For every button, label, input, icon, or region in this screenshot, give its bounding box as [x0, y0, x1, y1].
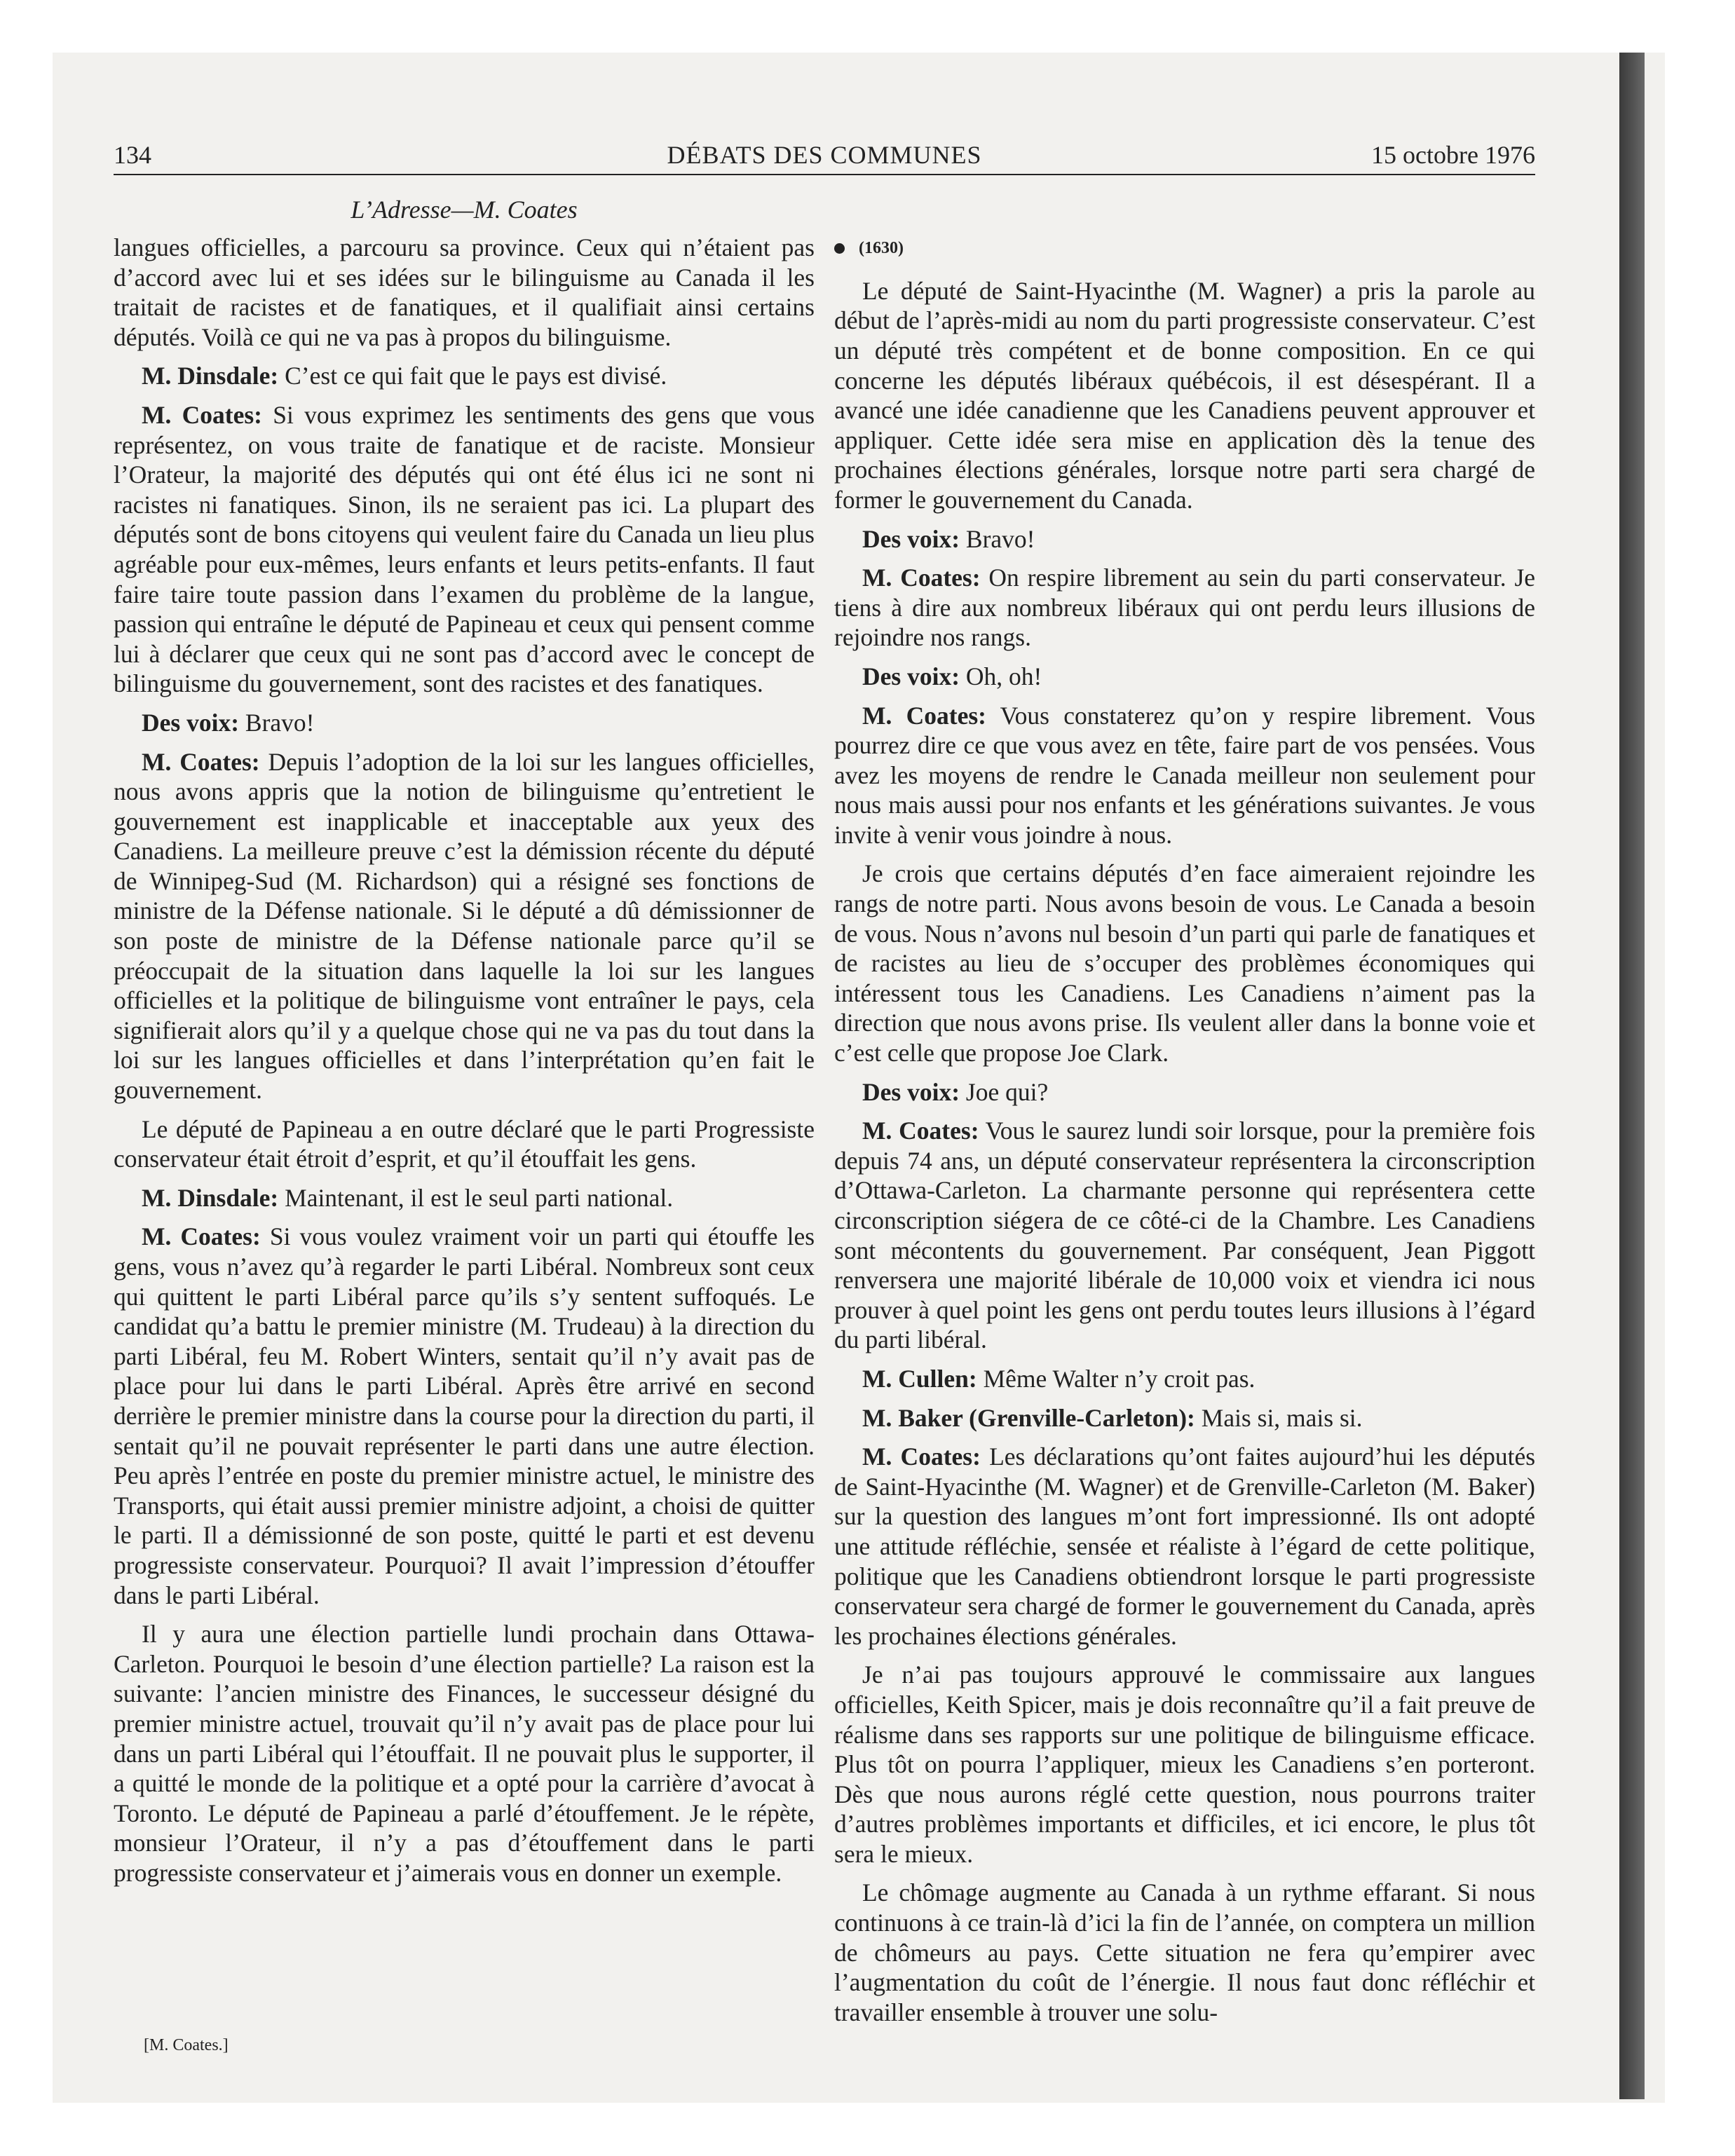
paragraph [834, 1442, 1535, 1651]
paragraph-text: Bravo! [965, 524, 1035, 553]
paragraph-text: Le député de Papineau a en outre déclaré que le parti Progressiste conservateur était étroit d’esprit, et qu’il étouffait les gens. [114, 1114, 815, 1173]
paragraph-text: langues officielles, a parcouru sa province. Ceux qui n’étaient pas d’accord avec lui et ses idées sur le bilinguisme au Canada il les traitait de racistes et de fanatiques, et il qualifiait ainsi certains députés. Voilà ce qui ne va pas à propos du bilinguisme. [114, 233, 815, 351]
paragraph-text: Maintenant, il est le seul parti national. [285, 1183, 674, 1212]
right-column [834, 233, 1535, 2036]
paragraph [834, 524, 1535, 554]
paragraph-text: Le député de Saint-Hyacinthe (M. Wagner) a pris la parole au début de l’après-midi au nom du parti progressiste conservateur. C’est un député très compétent et de bonne composition. En ce qui concerne les députés libéraux québécois, il est désespérant. Il a avancé une idée canadienne que les Canadiens peuvent approuver et appliquer. Cette idée sera mise en application dès la tenue des prochaines élections générales, lorsque notre parti sera chargé de former le gouvernement du Canada. [834, 276, 1535, 514]
paragraph-text: Le chômage augmente au Canada à un rythme effarant. Si nous continuons à ce train-là d’ici la fin de l’année, on comptera un million de chômeurs au pays. Cette situation ne fera qu’empirer avec l’augmentation du coût de l’énergie. Il nous faut donc réfléchir et travailler ensemble à trouver une solu- [834, 1878, 1535, 2026]
speaker-name: Des voix: [862, 1077, 960, 1106]
paragraph [834, 1660, 1535, 1869]
paragraph [834, 1364, 1535, 1394]
paragraph-text: Mais si, mais si. [1201, 1403, 1363, 1432]
footer-speaker-note: [M. Coates.] [144, 2036, 229, 2054]
page-header [114, 140, 1535, 175]
page-number: 134 [114, 141, 151, 169]
bullet-icon [834, 243, 845, 254]
paragraph-text: Même Walter n’y croit pas. [983, 1364, 1256, 1393]
paragraph [834, 563, 1535, 653]
paragraph [114, 1222, 815, 1610]
paragraph-text: Il y aura une élection partielle lundi prochain dans Ottawa-Carleton. Pourquoi le besoin d’une élection partielle? La raison est la suivante: l’ancien ministre des Finances, le successeur désigné du premier ministre actuel, trouvait qu’il n’y avait pas de place pour lui dans un parti Libéral qui l’étouffait. Il ne pouvait plus le supporter, il a quitté le monde de la politique et a opté pour la carrière d’avocat à Toronto. Le député de Papineau a parlé d’étouffement. Je le répète, monsieur l’Orateur, il n’y a pas d’étouffement dans le parti progressiste conservateur et j’aimerais vous en donner un exemple. [114, 1620, 815, 1887]
speaker-name: M. Coates: [862, 1117, 979, 1145]
paragraph-text: Joe qui? [965, 1077, 1049, 1106]
section-subheader: L’Adresse—M. Coates [351, 196, 578, 224]
paragraph-text: Depuis l’adoption de la loi sur les langues officielles, nous avons appris que la notion de bilinguisme qu’entretient le gouvernement est inapplicable et inacceptable aux yeux des Canadiens. La meilleure preuve c’est la démission récente du député de Winnipeg-Sud (M. Richardson) qui a résigné ses fonctions de ministre de la Défense nationale. Si le député a dû démissionner de son poste de ministre de la Défense nationale parce qu’il se préoccupait de la situation dans laquelle la loi sur les langues officielles et la politique de bilinguisme vont entraîner le pays, cela signifierait alors qu’il y a quelque chose qui ne va pas du tout dans la loi sur les langues officielles et dans l’interprétation qu’en fait le gouvernement. [114, 747, 815, 1105]
paragraph [834, 859, 1535, 1067]
paragraph-text: Bravo! [245, 708, 315, 737]
paragraph [834, 1116, 1535, 1355]
time-marker [834, 233, 1535, 264]
paragraph [114, 400, 815, 699]
scan-edge [1619, 53, 1645, 2099]
speaker-name: M. Coates: [862, 701, 986, 730]
paragraph-text: Si vous voulez vraiment voir un parti qui étouffe les gens, vous n’avez qu’à regarder le parti Libéral. Nombreux sont ceux qui quittent le parti Libéral parce qu’ils s’y sentent suffoqués. Le candidat qu’a battu le premier ministre (M. Trudeau) à la direction du parti Libéral, feu M. Robert Winters, sentait qu’il n’y avait pas de place pour lui dans le parti Libéral. Après être arrivé en second derrière le premier ministre dans la course pour la direction du parti, il sentait qu’il ne pouvait représenter le parti dans une autre élection. Peu après l’entrée en poste du premier ministre actuel, le ministre des Transports, qui était aussi premier ministre adjoint, a choisi de quitter le parti. Il a démissionné de son poste, quitté le parti et est devenu progressiste conservateur. Pourquoi? Il avait l’impression d’étouffer dans le parti Libéral. [114, 1222, 815, 1609]
paragraph [114, 1114, 815, 1174]
paragraph-text: Oh, oh! [965, 662, 1042, 690]
paragraph [114, 1619, 815, 1888]
paragraph-text: Je n’ai pas toujours approuvé le commissaire aux langues officielles, Keith Spicer, mais je dois reconnaître qu’il a fait preuve de réalisme dans ses rapports sur une politique de bilinguisme efficace. Plus tôt on pourra l’appliquer, mieux les Canadiens s’en porteront. Dès que nous aurons réglé cette question, nous pourrons traiter d’autres problèmes importants et difficiles, et ici encore, le plus tôt sera le mieux. [834, 1660, 1535, 1868]
paragraph [114, 233, 815, 352]
speaker-name: M. Cullen: [862, 1364, 977, 1393]
paragraph [834, 701, 1535, 850]
paragraph [834, 1077, 1535, 1107]
publication-title: DÉBATS DES COMMUNES [667, 141, 982, 169]
paragraph-text: On respire librement au sein du parti conservateur. Je tiens à dire aux nombreux libéraux qui ont perdu leurs illusions de rejoindre nos rangs. [834, 564, 1536, 652]
publication-date: 15 octobre 1976 [1371, 141, 1535, 169]
speaker-name: M. Coates: [862, 1442, 981, 1471]
paragraph [114, 747, 815, 1105]
speaker-name: M. Coates: [862, 564, 981, 592]
speaker-name: M. Coates: [142, 1222, 261, 1251]
speaker-name: M. Coates: [142, 747, 260, 776]
paragraph [834, 1403, 1535, 1433]
speaker-name: Des voix: [862, 524, 960, 553]
paragraph [114, 1183, 815, 1213]
paragraph-text: Vous le saurez lundi soir lorsque, pour la première fois depuis 74 ans, un député conservateur représentera la circonscription d’Ottawa-Carleton. La charmante personne qui représentera cette circonscription siégera de ce côté-ci de la Chambre. Les Canadiens sont mécontents du gouvernement. Par conséquent, Jean Piggott renversera une majorité libérale de 10,000 voix et viendra ici nous prouver à quel point les gens ont perdu toutes leurs illusions à l’égard du parti libéral. [834, 1117, 1536, 1354]
left-column [114, 233, 815, 1897]
speaker-name: M. Coates: [142, 400, 262, 429]
speaker-name: M. Dinsdale: [142, 362, 279, 390]
speaker-name: Des voix: [862, 662, 960, 690]
paragraph [834, 662, 1535, 692]
paragraph [114, 361, 815, 391]
paragraph [834, 276, 1535, 515]
paragraph-text: Les déclarations qu’ont faites aujourd’hui les députés de Saint-Hyacinthe (M. Wagner) et de Grenville-Carleton (M. Baker) sur la question des langues m’ont fort impressionné. Ils ont adopté une attitude réfléchie, sensée et réaliste à l’égard de cette politique, politique que les Canadiens obtiendront lorsque le parti progressiste conservateur sera chargé de former le gouvernement du Canada, après les prochaines élections générales. [834, 1442, 1536, 1650]
speaker-name: M. Dinsdale: [142, 1183, 279, 1212]
paragraph-text: Si vous exprimez les sentiments des gens que vous représentez, on vous traite de fanatique et de raciste. Monsieur l’Orateur, la majorité des députés qui ont été élus ici ne sont ni racistes ni fanatiques. Sinon, ils ne seraient pas ici. La plupart des députés sont de bons citoyens qui veulent faire du Canada un lieu plus agréable pour eux-mêmes, leurs enfants et leurs petits-enfants. Il faut faire taire toute passion dans l’examen du problème de la langue, passion qui entraîne le député de Papineau et ceux qui pensent comme lui à déclarer que ceux qui ne sont pas d’accord avec le concept de bilinguisme du gouvernement, sont des racistes et des fanatiques. [114, 400, 815, 698]
paragraph-text: Je crois que certains députés d’en face aimeraient rejoindre les rangs de notre parti. Nous avons besoin de vous. Le Canada a besoin de vous. Nous n’avons nul besoin d’un parti qui parle de fanatiques et de racistes au lieu de s’occuper des problèmes économiques qui intéressent tous les Canadiens. Les Canadiens n’aiment pas la direction que nous avons prise. Ils veulent aller dans la bonne voie et c’est celle que propose Joe Clark. [834, 859, 1535, 1067]
paragraph [834, 1878, 1535, 2027]
paragraph-text: C’est ce qui fait que le pays est divisé. [285, 362, 667, 390]
paragraph-text: Vous constaterez qu’on y respire librement. Vous pourrez dire ce que vous avez en tête, faire part de vos pensées. Vous avez les moyens de rendre le Canada meilleur non seulement pour nous mais aussi pour nos enfants et les générations suivantes. Je vous invite à venir vous joindre à nous. [834, 701, 1536, 849]
speaker-name: M. Baker (Grenville-Carleton): [862, 1403, 1195, 1432]
time-marker-text: (1630) [859, 239, 904, 258]
speaker-name: Des voix: [142, 708, 240, 737]
paragraph [114, 708, 815, 738]
